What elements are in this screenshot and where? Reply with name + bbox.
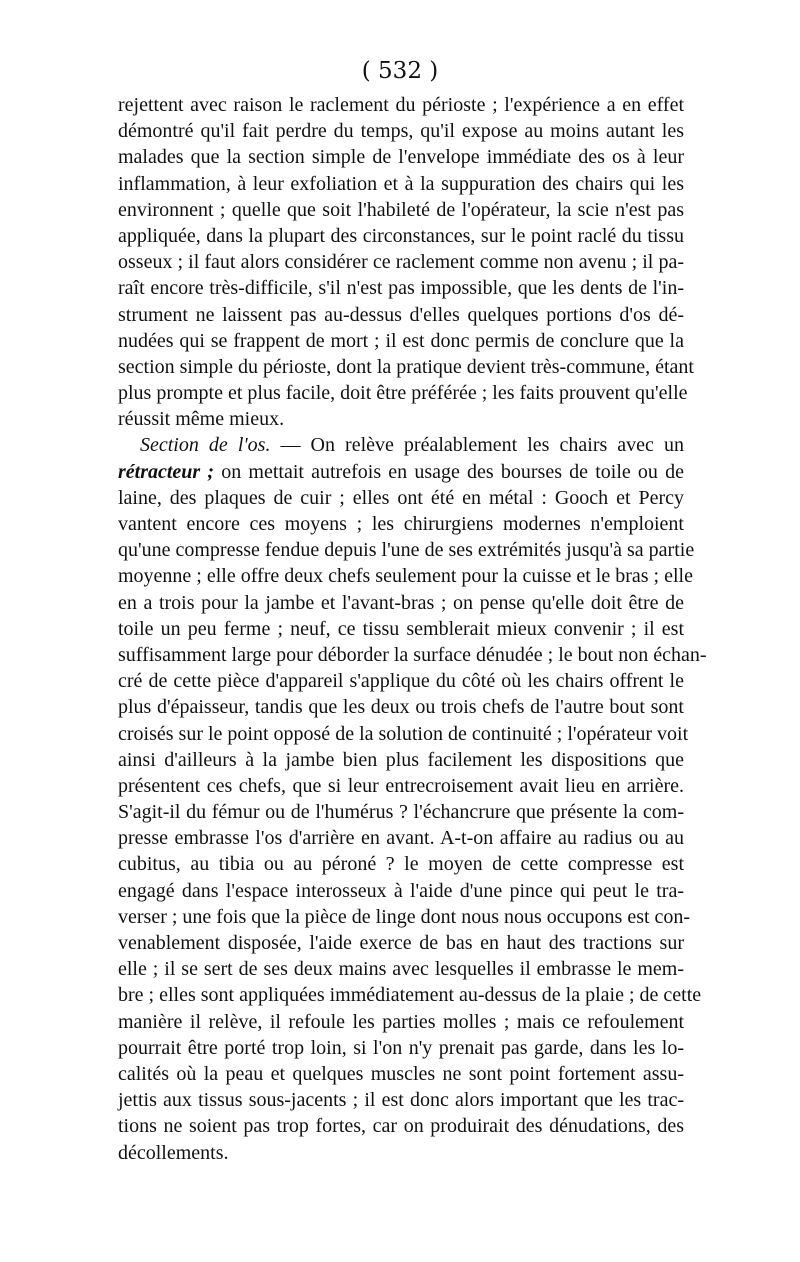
text-line: osseux ; il faut alors considérer ce raclement comme non avenu ; il pa- bbox=[118, 251, 684, 274]
text-line: engagé dans l'espace interosseux à l'aide d'une pince qui peut le tra- bbox=[118, 879, 684, 902]
text-block bbox=[118, 92, 707, 1166]
text-line: section simple du périoste, dont la pratique devient très-commune, étant bbox=[118, 355, 694, 378]
text-line: qu'une compresse fendue depuis l'une de ses extrémités jusqu'à sa partie bbox=[118, 539, 695, 562]
text-line: calités où la peau et quelques muscles ne sont point fortement assu- bbox=[118, 1062, 684, 1085]
paragraph-periosteum bbox=[118, 92, 694, 432]
text-line bbox=[118, 459, 684, 485]
section-heading: Section de l'os. bbox=[140, 434, 271, 457]
text-line: raît encore très-difficile, s'il n'est pas impossible, que les dents de l'in- bbox=[118, 277, 684, 300]
text-line bbox=[118, 432, 684, 458]
text-line: toile un peu ferme ; neuf, ce tissu semblerait mieux convenir ; il est bbox=[118, 617, 684, 640]
text-line: réussit même mieux. bbox=[118, 408, 285, 431]
text-line: cré de cette pièce d'appareil s'applique du côté où les chairs offrent le bbox=[118, 670, 684, 693]
text-line: laine, des plaques de cuir ; elles ont été en métal : Gooch et Percy bbox=[118, 486, 684, 509]
text-line: démontré qu'il fait perdre du temps, qu'il expose au moins autant les bbox=[118, 120, 684, 143]
text-line: décollements. bbox=[118, 1141, 229, 1164]
text-line: cubitus, au tibia ou au péroné ? le moyen de cette compresse est bbox=[118, 853, 684, 876]
text-line: bre ; elles sont appliquées immédiatement au-dessus de la plaie ; de cette bbox=[118, 984, 702, 1007]
text-line: S'agit-il du fémur ou de l'humérus ? l'échancrure que présente la com- bbox=[118, 801, 684, 824]
text-line: venablement disposée, l'aide exerce de bas en haut des tractions sur bbox=[118, 932, 684, 954]
text-line: croisés sur le point opposé de la solution de continuité ; l'opérateur voit bbox=[118, 722, 689, 745]
text-line: moyenne ; elle offre deux chefs seulement pour la cuisse et le bras ; elle bbox=[118, 565, 693, 588]
text-run: On relève préalablement les chairs avec un bbox=[310, 434, 684, 457]
text-line: suffisamment large pour déborder la surface dénudée ; le bout non échan- bbox=[118, 643, 707, 666]
paragraph-section-of-bone bbox=[118, 432, 707, 1165]
text-line: elle ; il se sert de ses deux mains avec lesquelles il embrasse le mem- bbox=[118, 958, 684, 981]
page-number: ( 532 ) bbox=[361, 58, 439, 84]
text-line: environnent ; quelle que soit l'habileté de l'opérateur, la scie n'est pas bbox=[118, 198, 684, 221]
text-line: malades que la section simple de l'envelope immédiate des os à leur bbox=[118, 146, 684, 169]
text-run: on mettait autrefois en usage des bourses de toile ou de bbox=[214, 460, 684, 483]
text-line: verser ; une fois que la pièce de linge dont nous nous occupons est con- bbox=[118, 905, 691, 928]
text-line: inflammation, à leur exfoliation et à la suppuration des chairs qui les bbox=[118, 172, 684, 195]
text-line: nudées qui se frappent de mort ; il est donc permis de conclure que la bbox=[118, 329, 684, 352]
em-dash: — bbox=[270, 434, 311, 457]
text-line: tions ne soient pas trop fortes, car on produirait des dénudations, des bbox=[118, 1115, 684, 1138]
text-line: plus d'épaisseur, tandis que les deux ou trois chefs de l'autre bout sont bbox=[118, 696, 684, 719]
text-line: jettis aux tissus sous-jacents ; il est donc alors important que les trac- bbox=[118, 1089, 684, 1112]
text-line: vantent encore ces moyens ; les chirurgiens modernes n'emploient bbox=[118, 513, 684, 535]
text-line: appliquée, dans la plupart des circonstances, sur le point raclé du tissu bbox=[118, 224, 684, 247]
text-line: pourrait être porté trop loin, si l'on n'y prenait pas garde, dans les lo- bbox=[118, 1036, 684, 1059]
text-line: présentent ces chefs, que si leur entrecroisement avait lieu en arrière. bbox=[118, 774, 684, 797]
emphasis-term: rétracteur ; bbox=[118, 460, 215, 483]
text-line: manière il relève, il refoule les parties molles ; mais ce refoulement bbox=[118, 1010, 684, 1033]
text-line: rejettent avec raison le raclement du périoste ; l'expérience a en effet bbox=[118, 94, 684, 116]
text-line: en a trois pour la jambe et l'avant-bras ; on pense qu'elle doit être de bbox=[118, 591, 684, 614]
text-line: ainsi d'ailleurs à la jambe bien plus facilement les dispositions que bbox=[118, 748, 684, 771]
text-line: strument ne laissent pas au-dessus d'elles quelques portions d'os dé- bbox=[118, 303, 684, 326]
text-line: plus prompte et plus facile, doit être préférée ; les faits prouvent qu'elle bbox=[118, 382, 688, 405]
text-line: presse embrasse l'os d'arrière en avant. A-t-on affaire au radius ou au bbox=[118, 827, 684, 850]
